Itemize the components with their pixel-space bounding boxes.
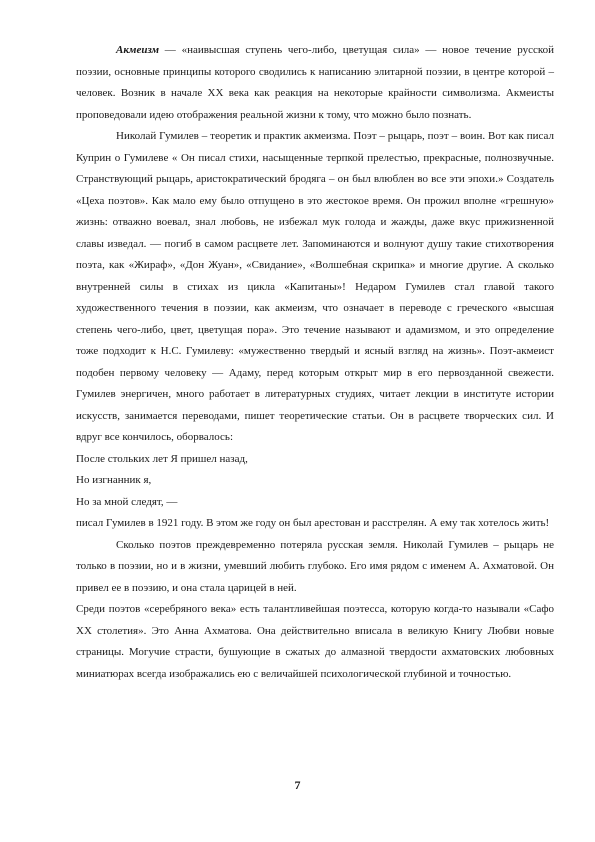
page-number: 7 [294, 778, 301, 792]
paragraph-gumilev: Николай Гумилев – теоретик и практик акмеизма. Поэт – рыцарь, поэт – воин. Вот как писал Куприн о Гумилеве « Он писал стихи, насыщенные терпкой прелестью, прекрасные, полнозвучные. Странствующий рыцарь, аристократический бродяга – он был влюблен во все эти эпохи.» Создатель «Цеха поэтов». Как мало ему было отпущено в это жестокое время. Он прожил вполне «грешную» жизнь: отважно воевал, знал любовь, не избежал мук голода и жажды, даже вкус прижизненной славы изведал. — погиб в самом расцвете лет. Запоминаются и волнуют душу такие стихотворения поэта, как «Жираф», «Дон Жуан», «Свидание», «Волшебная скрипка» и многие другие. А сколько внутренней силы в стихах из цикла «Капитаны»! Недаром Гумилев стал главой такого художественного течения в поэзии, как акмеизм, что означает в переводе с греческого «высшая степень чего-либо, цвет, цветущая пора». Это течение называют и адамизмом, и это определение тоже подходит к Н.С. Гумилеву: «мужественно твердый и ясный взгляд на жизнь». Поэт-акмеист подобен первому человеку — Адаму, перед которым открыт мир в его первозданной свежести. Гумилев энергичен, много работает в литературных студиях, читает лекции в институте истории искусств, занимается переводами, пишет теоретические статьи. Он в расцвете творческих сил. И вдруг все кончилось, оборвалось: [76, 130, 554, 443]
paragraph-acmeism-text: — «наивысшая ступень чего-либо, цветущая сила» — новое течение русской поэзии, основные принципы которого сводились к написанию элитарной поэзии, в центре которой – человек. Возник в начале XX века как реакция на некоторые крайности символизма. Акмеисты проповедовали идею отображения реальной жизни к тому, что можно было познать. [76, 44, 554, 121]
paragraph-acmeism-definition [76, 40, 554, 126]
paragraph-akhmatova: Среди поэтов «серебряного века» есть талантливейшая поэтесса, которую когда-то называли «Сафо XX столетия». Это Анна Ахматова. Она действительно вписала в великую Книгу Любви новые страницы. Могучие страсти, бушующие в сжатых до алмазной твердости ахматовских любовных миниатюрах всегда изображались ею с величайшей психологической глубиной и точностью. [76, 603, 554, 680]
document-body [76, 40, 554, 685]
poem-line-1: После стольких лет Я пришел назад, [76, 452, 248, 465]
term-acmeism: Акмеизм [116, 44, 160, 56]
poem-line-3: Но за мной следят, — [76, 495, 178, 508]
poem-line-2: Но изгнанник я, [76, 474, 152, 486]
paragraph-lost-poets: Сколько поэтов преждевременно потеряла русская земля. Николай Гумилев – рыцарь не только в поэзии, но и в жизни, умевший любить глубоко. Его имя рядом с именем А. Ахматовой. Он привел ее в поэзию, и она стала царицей в ней. [76, 538, 554, 594]
paragraph-gumilev-1921: писал Гумилев в 1921 году. В этом же году он был арестован и расстрелян. А ему так хотелось жить! [76, 517, 550, 529]
